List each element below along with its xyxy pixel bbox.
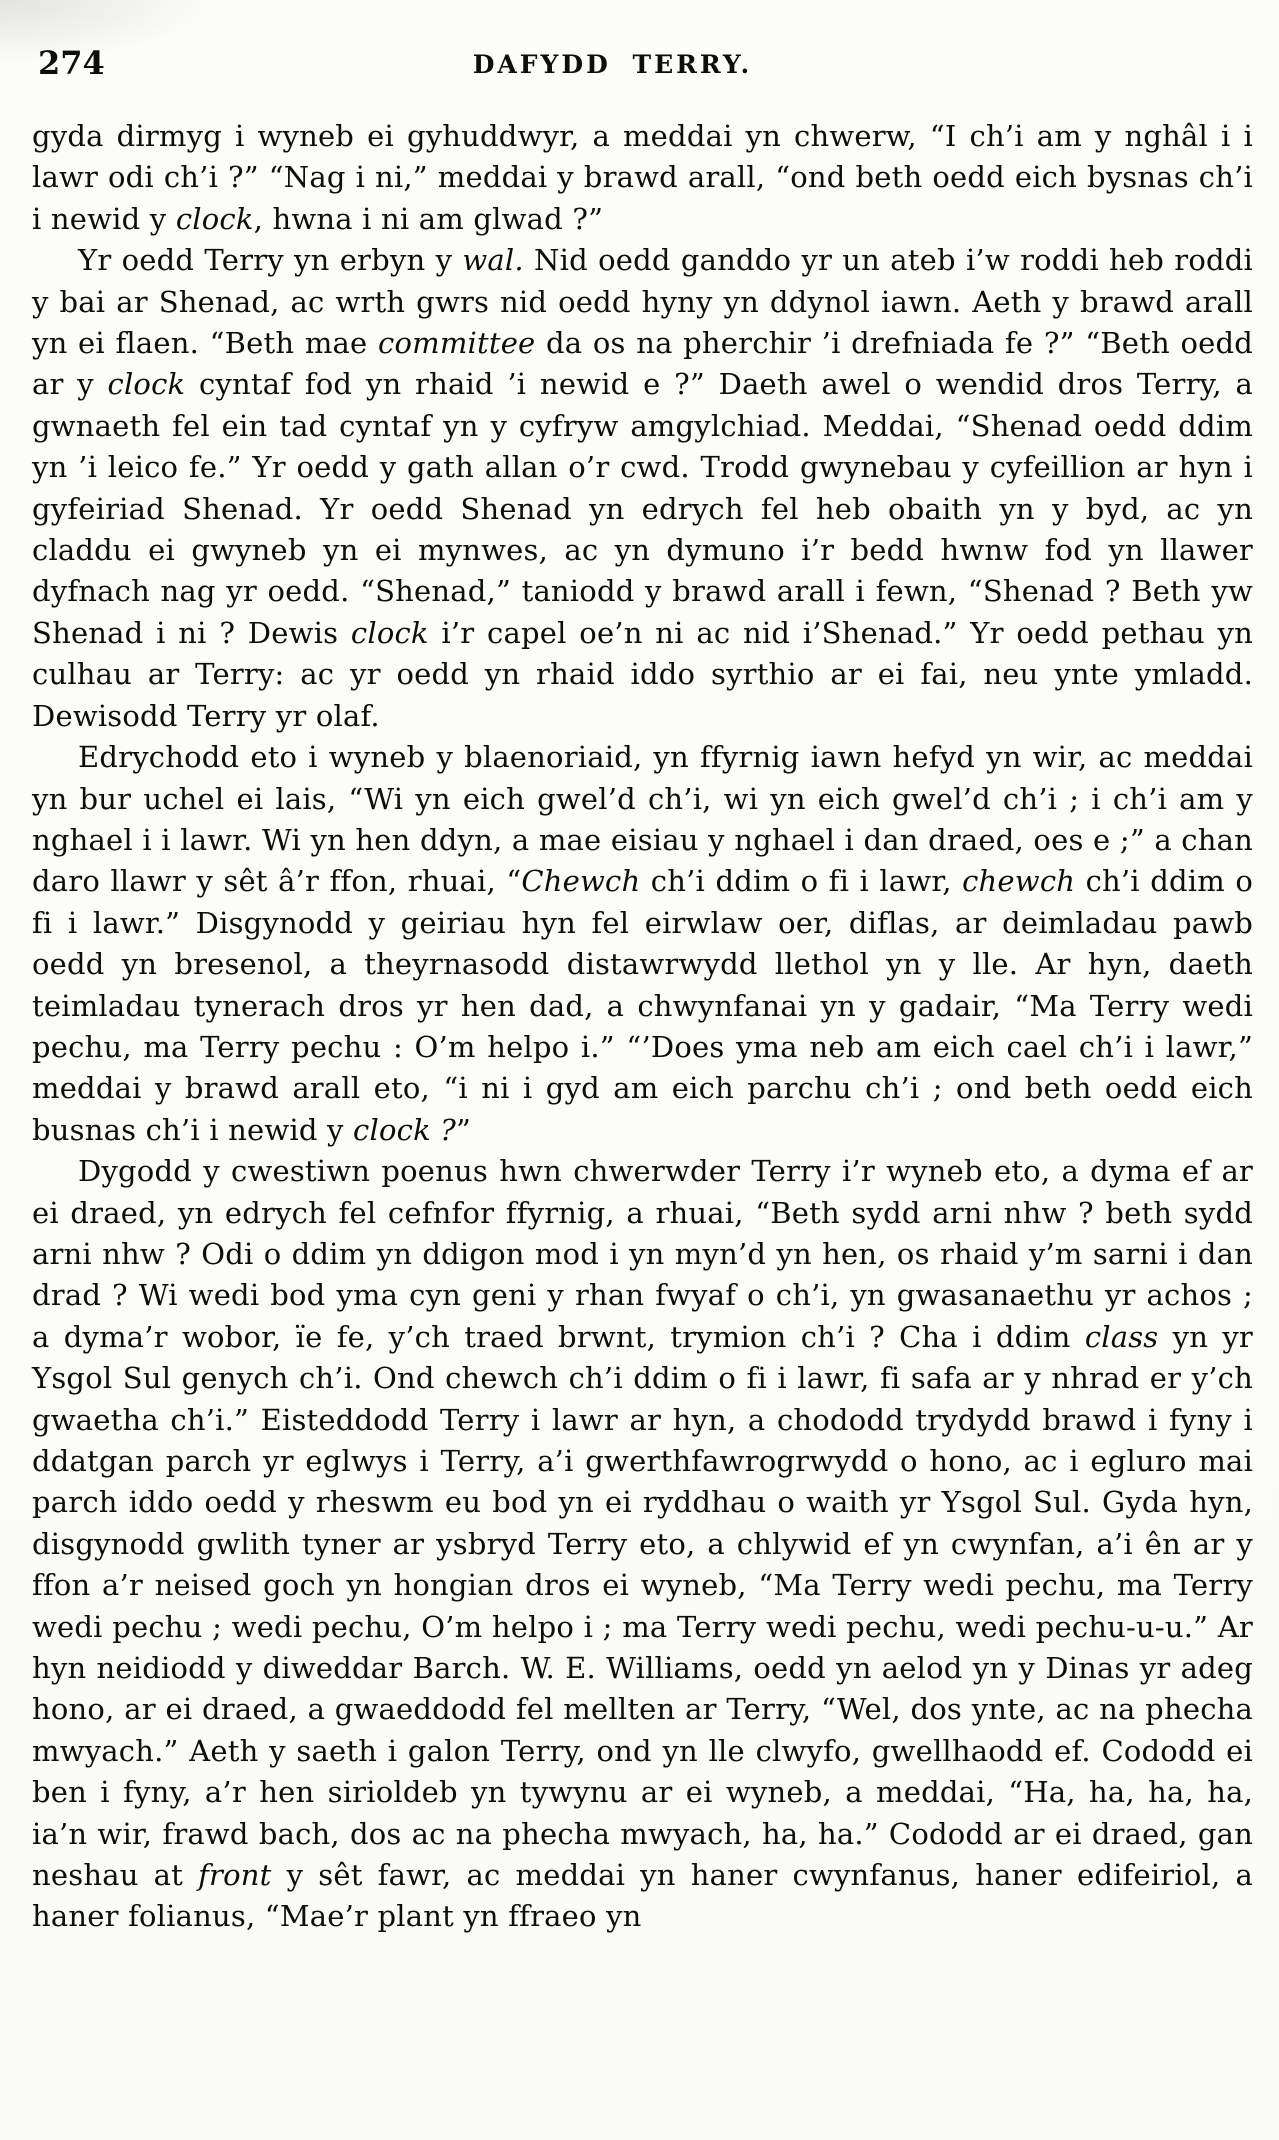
text-segment: Edrychodd eto i wyneb y blaenoriaid, yn ffyrnig iawn hefyd yn wir, ac meddai yn bur uchel ei lais, “Wi yn eich gwel’d ch’i, wi yn eich gwel’d ch’i ; i ch’i am y nghael i i lawr. Wi yn hen ddyn, a mae eisiau y nghael i dan draed, oes e ;” a chan daro llawr y sêt â’r ffon, rhuai, “ (32, 740, 1253, 899)
text-segment: yn yr Ysgol Sul genych ch’i. Ond chewch ch’i ddim o fi i lawr, fi safa ar y nhrad er y’ch gwaetha ch’i.” Eisteddodd Terry i lawr ar hyn, a chododd trydydd brawd i fyny i ddatgan parch yr eglwys i Terry, a’i gwerthfawrogrwydd o hono, ac i egluro mai parch iddo oedd y rheswm eu bod yn ei ryddhau o waith yr Ysgol Sul. Gyda hyn, disgynodd gwlith tyner ar ysbryd Terry eto, a chlywid ef yn cwynfan, a’i ên ar y ffon a’r neised goch yn hongian dros ei wyneb, “Ma Terry wedi pechu, ma Terry wedi pechu ; wedi pechu, O’m helpo i ; ma Terry wedi pechu, wedi pechu-u-u.” Ar hyn neidiodd y diweddar Barch. W. E. Williams, oedd yn aelod yn y Dinas yr adeg hono, ar ei draed, a gwaeddodd fel mellten ar Terry, “Wel, dos ynte, ac na phecha mwyach.” Aeth y saeth i galon Terry, ond yn lle clwyfo, gwellhaodd ef. Cododd ei ben i fyny, a’r hen sirioldeb yn tywynu ar ei wyneb, a meddai, “Ha, ha, ha, ha, ia’n wir, frawd bach, dos ac na phecha mwyach, ha, ha.” Cododd ar ei draed, gan neshau at (32, 1319, 1253, 1893)
italic-text-segment: clock (107, 367, 186, 402)
italic-text-segment: class (1084, 1319, 1159, 1354)
text-segment: , hwna i ni am glwad ?” (253, 201, 604, 236)
text-segment: da os na pherchir ’i drefniada fe ?” “Beth oedd ar y (32, 326, 1254, 402)
text-segment: ” (456, 1112, 472, 1147)
page-header (32, 42, 1253, 86)
italic-text-segment: front (198, 1858, 272, 1893)
text-segment: Yr oedd Terry yn erbyn y (78, 243, 463, 278)
italic-text-segment: Chewch (521, 864, 641, 899)
page-body (32, 116, 1253, 1938)
text-segment: ch’i ddim o fi i lawr, (640, 864, 963, 899)
paragraph (32, 240, 1253, 737)
page-number: 274 (38, 44, 105, 82)
paragraph (32, 737, 1253, 1151)
italic-text-segment: committee (378, 326, 536, 361)
running-title: DAFYDD TERRY. (472, 50, 753, 79)
paragraph (32, 1151, 1253, 1938)
italic-text-segment: chewch (962, 864, 1076, 899)
text-segment: cyntaf fod yn rhaid ’i newid e ?” Daeth awel o wendid dros Terry, a gwnaeth fel ein tad cyntaf yn y cyfryw amgylchiad. Meddai, “Shenad oedd ddim yn ’i leico fe.” Yr oedd y gath allan o’r cwd. Trodd gwynebau y cyfeillion ar hyn i gyfeiriad Shenad. Yr oedd Shenad yn edrych fel heb obaith yn y byd, ac yn claddu ei gwyneb yn ei mynwes, ac yn dymuno i’r bedd hwnw fod yn llawer dyfnach nag yr oedd. “Shenad,” taniodd y brawd arall i fewn, “Shenad ? Beth yw Shenad i ni ? Dewis (32, 367, 1253, 650)
text-segment: gyda dirmyg i wyneb ei gyhuddwyr, a meddai yn chwerw, “I ch’i am y nghâl i i lawr odi ch’i ?” “Nag i ni,” meddai y brawd arall, “ond beth oedd eich bysnas ch’i i newid y (32, 119, 1253, 236)
italic-text-segment: clock (350, 615, 429, 650)
text-segment: i’r capel oe’n ni ac nid i’Shenad.” Yr oedd pethau yn culhau ar Terry: ac yr oedd yn rhaid iddo syrthio ar ei fai, neu ynte ymladd. Dewisodd Terry yr olaf. (32, 615, 1253, 733)
text-segment: Nid oedd ganddo yr un ateb i’w roddi heb roddi y bai ar Shenad, ac wrth gwrs nid oedd hyny yn ddynol iawn. Aeth y brawd arall yn ei flaen. “Beth mae (32, 243, 1253, 361)
text-segment: ch’i ddim o fi i lawr.” Disgynodd y geiriau hyn fel eirwlaw oer, diflas, ar deimladau pawb oedd yn bresenol, a theyrnasodd distawrwydd llethol yn y lle. Ar hyn, daeth teimladau tynerach dros yr hen dad, a chwynfanai yn y gadair, “Ma Terry wedi pechu, ma Terry pechu : O’m helpo i.” “’Does yma neb am eich cael ch’i i lawr,” meddai y brawd arall eto, “i ni i gyd am eich parchu ch’i ; ond beth oedd eich busnas ch’i i newid y (32, 864, 1253, 1147)
text-segment: Dygodd y cwestiwn poenus hwn chwerwder Terry i’r wyneb eto, a dyma ef ar ei draed, yn edrych fel cefnfor ffyrnig, a rhuai, “Beth sydd arni nhw ? beth sydd arni nhw ? Odi o ddim yn ddigon mod i yn myn’d yn hen, os rhaid y’m sarni i dan drad ? Wi wedi bod yma cyn geni y rhan fwyaf o ch’i, yn gwasanaethu yr achos ; a dyma’r wobor, ïe fe, y’ch traed brwnt, trymion ch’i ? Cha i ddim (32, 1154, 1253, 1354)
italic-text-segment: clock (175, 201, 254, 236)
paragraph (32, 116, 1253, 240)
italic-text-segment: wal. (462, 243, 524, 278)
text-segment: y sêt fawr, ac meddai yn haner cwynfanus, haner edifeiriol, a haner folianus, “Mae’r plant yn ffraeo yn (32, 1858, 1254, 1934)
italic-text-segment: clock ? (353, 1112, 457, 1147)
